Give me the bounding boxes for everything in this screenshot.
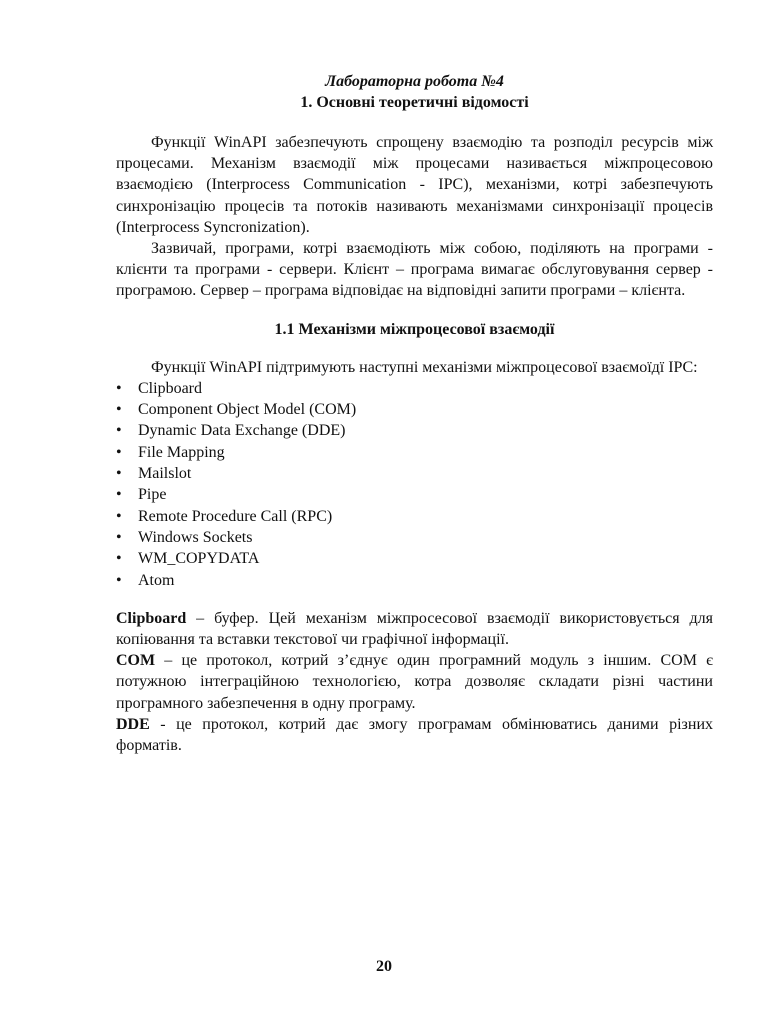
definition-clipboard (116, 608, 713, 650)
list-item-label: Dynamic Data Exchange (DDE) (138, 422, 346, 440)
list-item (116, 378, 713, 399)
bullet-icon: • (116, 443, 122, 461)
definition-text: – буфер. Цей механізм міжпросесової взаємодії використовується для копіювання та вставки текстової чи графічної інформації. (116, 609, 713, 648)
list-item-label: Mailslot (138, 465, 192, 483)
list-item (116, 399, 713, 420)
definition-term: COM (116, 652, 156, 670)
page-number: 20 (376, 958, 392, 975)
ipc-mechanisms-list (116, 378, 713, 591)
list-item-label: Clipboard (138, 379, 202, 397)
list-item (116, 527, 713, 548)
list-item-label: File Mapping (138, 443, 225, 461)
list-item (116, 420, 713, 441)
definition-text: - це протокол, котрий дає змогу програмам обмінюватись даними різних форматів. (116, 715, 713, 755)
list-item (116, 484, 713, 505)
definition-term: DDE (116, 715, 150, 733)
list-item (116, 570, 713, 591)
list-item-label: Component Object Model (COM) (138, 401, 357, 419)
list-item (116, 506, 713, 527)
section-title: 1. Основні теоретичні відомості (300, 94, 529, 111)
bullet-icon: • (116, 422, 122, 440)
bullet-icon: • (116, 571, 122, 589)
list-item (116, 548, 713, 569)
bullet-icon: • (116, 401, 122, 419)
definition-text: – це протокол, котрий з’єднує один програмний модуль з іншим. COM є потужною інтеграційною технологією, котра дозволяє складати різні частини програмного забезпечення в одну програму. (116, 652, 713, 712)
page-content (116, 71, 713, 756)
definition-term: Clipboard (116, 609, 187, 627)
definition-com (116, 650, 713, 714)
ipc-lead-paragraph: Функції WinAPI підтримують наступні механізми міжпроцесової взаємоїдї IPC: (151, 358, 698, 376)
bullet-icon: • (116, 486, 122, 504)
bullet-icon: • (116, 465, 122, 483)
lab-title: Лабораторна робота №4 (325, 73, 504, 90)
list-item-label: Windows Sockets (138, 528, 253, 546)
bullet-icon: • (116, 507, 122, 525)
list-item-label: Pipe (138, 486, 167, 504)
list-item-label: Remote Procedure Call (RPC) (138, 507, 333, 525)
bullet-icon: • (116, 379, 122, 397)
bullet-icon: • (116, 550, 122, 568)
subsection-title: 1.1 Механізми міжпроцесової взаємодії (274, 320, 555, 338)
list-item (116, 442, 713, 463)
intro-paragraph-2: Зазвичай, програми, котрі взаємодіють між собою, поділяють на програми - клієнти та програми - сервери. Клієнт – програма вимагає обслуговування сервер - програмою. Сервер – програма відповідає на відповідні запити програми – клієнта. (116, 240, 713, 300)
list-item-label: WM_COPYDATA (138, 550, 260, 568)
list-item-label: Atom (138, 571, 175, 589)
intro-paragraph-1: Функції WinAPI забезпечують спрощену взаємодію та розподіл ресурсів між процесами. Механізм взаємодії між процесами називається міжпроцесовою взаємодією (Interprocess Communication - IPC), механізми, котрі забезпечують синхронізацію процесів та потоків називають механізмами синхронізації процесів (Interprocess Syncronization). (116, 134, 713, 236)
definition-dde (116, 714, 713, 756)
list-item (116, 463, 713, 484)
bullet-icon: • (116, 528, 122, 546)
